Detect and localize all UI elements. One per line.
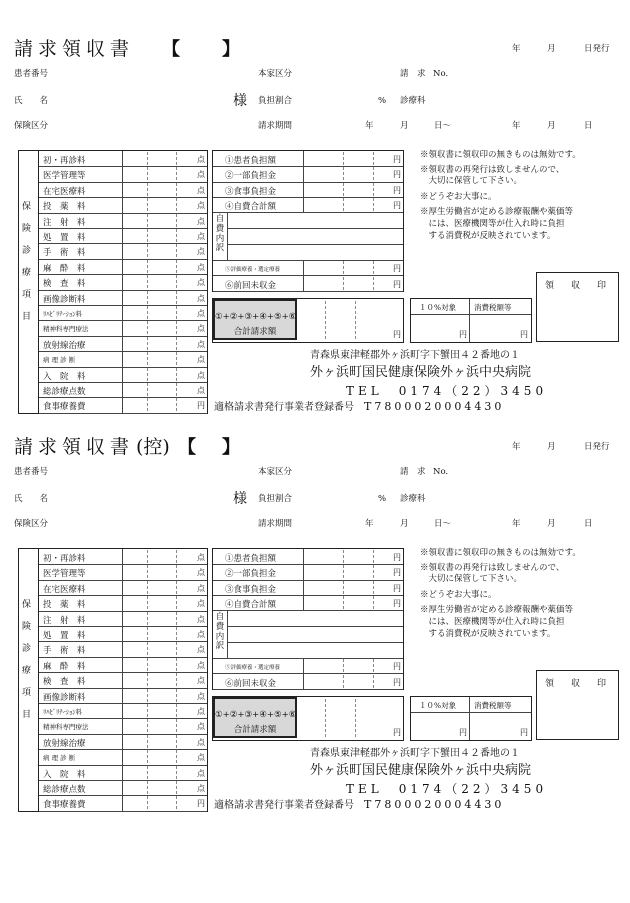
item-name: ﾘﾊﾋﾞﾘﾃｰｼｮﾝ料	[43, 708, 82, 716]
item-unit: 点	[197, 737, 205, 747]
period-year-1: 年	[365, 519, 374, 529]
seikyu-label: 請 求	[400, 69, 426, 79]
item-name: 入 院 料	[43, 371, 86, 382]
table-row	[39, 626, 207, 642]
billing-item-name: ①患者負担額	[225, 156, 277, 166]
billing-item-unit: 円	[393, 264, 401, 274]
table-row	[39, 274, 207, 290]
item-name: 病 理 診 断	[43, 356, 76, 365]
period-day-1: 日〜	[434, 519, 452, 529]
item-unit: 点	[197, 216, 205, 226]
receipt-form	[0, 398, 630, 818]
item-unit: 点	[197, 583, 205, 593]
item-name: 放射線治療	[43, 340, 86, 351]
consumption-tax-box	[410, 696, 532, 741]
issue-month-label: 月	[547, 442, 556, 452]
table-row	[213, 276, 403, 292]
table-row	[213, 260, 403, 276]
category-char: 目	[22, 312, 32, 322]
jihi-label: 自費内訳	[215, 214, 225, 254]
shinryo-label: 診療科	[400, 96, 426, 106]
patient-no-label: 患者番号	[14, 467, 49, 477]
item-unit: 点	[197, 278, 205, 288]
category-char: 療	[22, 666, 32, 676]
tax-amount-header: 消費税額等	[474, 701, 512, 710]
sama-label: 様	[233, 93, 247, 109]
item-unit: 点	[197, 185, 205, 195]
category-char: 療	[22, 268, 32, 278]
table-row	[213, 151, 403, 167]
notes-list	[420, 548, 620, 640]
billing-item-unit: 円	[393, 170, 401, 180]
sama-label: 様	[233, 491, 247, 507]
table-row	[39, 795, 207, 811]
table-row	[39, 213, 207, 229]
table-row	[39, 564, 207, 580]
total-formula: ①+②+③+④+⑤+⑥	[215, 710, 297, 720]
table-row	[39, 641, 207, 657]
registration-number	[214, 799, 504, 811]
period-year-2: 年	[512, 519, 521, 529]
table-row	[39, 765, 207, 781]
table-row	[39, 657, 207, 673]
category-char: 保	[22, 600, 32, 610]
tax-target-unit: 円	[459, 330, 467, 339]
table-row	[39, 382, 207, 398]
note-line: ※領収書の再発行は致しませんので、	[420, 562, 565, 573]
billing-item-unit: 円	[393, 583, 401, 593]
item-unit: 点	[197, 309, 205, 318]
note-line: には、医療機関等が仕入れ時に負担	[420, 616, 565, 627]
note-line: する消費税が反映されています。	[420, 628, 556, 639]
table-row	[39, 336, 207, 352]
item-name: 医学管理等	[43, 171, 86, 182]
category-char: 診	[22, 644, 32, 654]
jihi-breakdown	[213, 212, 403, 261]
item-name: 画像診断料	[43, 294, 86, 305]
table-row	[39, 182, 207, 198]
period-day-1: 日〜	[434, 121, 452, 131]
billing-item-name: ⑥前回未収金	[225, 280, 277, 291]
item-unit: 点	[197, 355, 205, 365]
note-line: には、医療機関等が仕入れ時に負担	[420, 218, 565, 229]
billing-item-name: ③食事負担金	[225, 186, 277, 197]
note-line: 大切に保管して下さい。	[420, 574, 523, 585]
honke-label: 本家区分	[258, 467, 293, 477]
table-row	[39, 351, 207, 367]
seikyu-no-label: No.	[433, 69, 449, 79]
bracket-open: 【	[162, 39, 180, 60]
table-row	[39, 290, 207, 306]
table-row	[39, 580, 207, 596]
table-row	[39, 718, 207, 734]
item-name: 麻 酔 料	[43, 263, 86, 274]
category-char: 険	[22, 224, 32, 234]
item-name: 在宅医療料	[43, 584, 86, 595]
item-unit: 点	[197, 247, 205, 257]
hospital-address: 青森県東津軽郡外ヶ浜町字下蟹田４２番地の１	[310, 748, 520, 759]
item-unit: 点	[197, 722, 205, 732]
note-line: ※どうぞお大事に。	[420, 589, 497, 600]
billing-item-name: ③食事負担金	[225, 584, 277, 595]
table-row	[39, 151, 207, 167]
name-label: 氏 名	[14, 494, 49, 504]
registration-label: 適格請求書発行事業者登録番号	[214, 402, 354, 413]
table-row	[39, 197, 207, 213]
hoken-label: 保険区分	[14, 519, 49, 529]
percent-label: %	[378, 96, 387, 106]
billing-table	[212, 150, 404, 292]
billing-item-unit: 円	[393, 662, 401, 672]
period-month-2: 月	[547, 519, 556, 529]
period-day-2: 日	[584, 519, 593, 529]
percent-label: %	[378, 494, 387, 504]
total-label: 合計請求額	[233, 327, 277, 337]
item-unit: 点	[197, 262, 205, 272]
registration-label: 適格請求書発行事業者登録番号	[214, 800, 354, 811]
table-row	[213, 658, 403, 674]
item-name: 入 院 料	[43, 769, 86, 780]
note-line: ※厚生労働省が定める診療報酬や薬価等	[420, 207, 574, 218]
tax-target-header: １０%対象	[419, 701, 457, 710]
billing-item-name: ⑤評価療養・選定療養	[225, 665, 281, 672]
receipt-stamp-label: 領 収 印	[544, 679, 610, 689]
table-row	[39, 549, 207, 565]
period-month-1: 月	[400, 519, 409, 529]
total-formula: ①+②+③+④+⑤+⑥	[215, 312, 297, 322]
item-unit: 点	[197, 553, 205, 562]
table-row	[39, 672, 207, 688]
category-char: 診	[22, 246, 32, 256]
item-name: 手 術 料	[43, 646, 86, 657]
tax-target-header: １０%対象	[419, 303, 457, 312]
hospital-name: 外ヶ浜町国民健康保険外ヶ浜中央病院	[310, 763, 532, 778]
period-month-1: 月	[400, 121, 409, 131]
note-line: ※領収書に領収印の無きものは無効です。	[420, 150, 581, 160]
table-row	[39, 688, 207, 704]
item-name: 処 置 料	[43, 631, 86, 641]
item-name: 投 薬 料	[43, 600, 86, 611]
item-name: 在宅医療料	[43, 186, 86, 197]
table-row	[213, 595, 403, 611]
item-unit: 点	[197, 691, 205, 701]
billing-item-unit: 円	[393, 185, 401, 195]
item-unit: 点	[197, 293, 205, 303]
table-row	[213, 182, 403, 198]
note-line: 大切に保管して下さい。	[420, 176, 523, 187]
table-row	[213, 564, 403, 580]
note-line: ※領収書に領収印の無きものは無効です。	[420, 548, 581, 558]
item-unit: 点	[197, 568, 205, 578]
total-label: 合計請求額	[233, 725, 277, 735]
table-row	[39, 228, 207, 244]
table-row	[39, 259, 207, 275]
total-unit: 円	[393, 330, 401, 339]
insurance-items-table	[18, 548, 208, 812]
billing-item-unit: 円	[393, 155, 401, 164]
item-unit: 点	[197, 660, 205, 670]
name-label: 氏 名	[14, 96, 49, 106]
consumption-tax-box	[410, 298, 532, 343]
jihi-breakdown	[213, 610, 403, 659]
item-name: 食事療養費	[43, 402, 86, 413]
tax-amount-unit: 円	[520, 330, 528, 339]
receipt-title: 請求領収書	[14, 38, 135, 60]
registration-value: T7800020004430	[364, 798, 505, 811]
item-name: ﾘﾊﾋﾞﾘﾃｰｼｮﾝ料	[43, 310, 82, 318]
item-unit: 点	[197, 170, 205, 180]
item-unit: 点	[197, 339, 205, 349]
item-unit: 点	[197, 155, 205, 164]
category-char: 保	[22, 202, 32, 212]
item-name: 総診療点数	[43, 387, 86, 397]
item-unit: 円	[197, 401, 205, 411]
item-name: 放射線治療	[43, 738, 86, 749]
item-unit: 点	[197, 201, 205, 211]
table-row	[39, 749, 207, 765]
item-name: 検 査 料	[43, 279, 86, 290]
period-label: 請求期間	[258, 519, 293, 529]
item-unit: 点	[197, 768, 205, 778]
issue-month-label: 月	[547, 44, 556, 54]
hospital-tel: TEL 0174（22）3450	[346, 782, 548, 796]
bracket-close: 】	[222, 39, 240, 60]
item-name: 総診療点数	[43, 785, 86, 795]
billing-item-name: ②一部負担金	[225, 569, 277, 580]
item-name: 医学管理等	[43, 569, 86, 580]
table-row	[39, 305, 207, 321]
table-row	[213, 674, 403, 690]
jihi-label: 自費内訳	[215, 612, 225, 652]
billing-item-unit: 円	[393, 598, 401, 608]
period-label: 請求期間	[258, 121, 293, 131]
table-row	[39, 703, 207, 719]
table-row	[39, 367, 207, 383]
note-line: ※厚生労働省が定める診療報酬や薬価等	[420, 605, 574, 616]
note-line: ※どうぞお大事に。	[420, 191, 497, 202]
total-billing-box	[212, 696, 404, 741]
total-unit: 円	[393, 728, 401, 737]
table-row	[213, 166, 403, 182]
item-name: 病 理 診 断	[43, 754, 76, 763]
item-name: 麻 酔 料	[43, 661, 86, 672]
billing-item-name: ①患者負担額	[225, 554, 277, 564]
seikyu-label: 請 求	[400, 467, 426, 477]
item-unit: 点	[197, 599, 205, 609]
item-name: 投 薬 料	[43, 202, 86, 213]
item-unit: 点	[197, 386, 205, 395]
issue-date-label: 日発行	[584, 44, 610, 54]
futan-label: 負担割合	[258, 494, 293, 504]
item-name: 注 射 料	[43, 615, 86, 626]
registration-value: T7800020004430	[364, 400, 505, 413]
receipt-stamp-box	[536, 272, 619, 342]
item-unit: 点	[197, 676, 205, 686]
item-unit: 点	[197, 645, 205, 655]
issue-date-label: 日発行	[584, 442, 610, 452]
bracket-open: 【	[178, 437, 196, 458]
billing-item-unit: 円	[393, 200, 401, 210]
item-unit: 点	[197, 707, 205, 716]
insurance-category-column	[19, 549, 39, 811]
table-row	[39, 243, 207, 259]
billing-item-unit: 円	[393, 553, 401, 562]
table-row	[213, 580, 403, 596]
table-row	[39, 780, 207, 796]
hospital-name: 外ヶ浜町国民健康保険外ヶ浜中央病院	[310, 365, 532, 380]
item-name: 処 置 料	[43, 233, 86, 243]
table-row	[39, 320, 207, 336]
bracket-close: 】	[222, 437, 240, 458]
item-name: 初・再診料	[43, 554, 86, 564]
note-line: する消費税が反映されています。	[420, 230, 556, 241]
billing-item-name: ④自費合計額	[225, 201, 277, 212]
item-unit: 点	[197, 232, 205, 241]
item-name: 検 査 料	[43, 677, 86, 688]
period-year-1: 年	[365, 121, 374, 131]
hospital-address: 青森県東津軽郡外ヶ浜町字下蟹田４２番地の１	[310, 350, 520, 361]
receipt-stamp-label: 領 収 印	[544, 281, 610, 291]
receipt-title: 請求領収書 (控)	[14, 436, 170, 458]
total-label-box	[213, 299, 297, 340]
hoken-label: 保険区分	[14, 121, 49, 131]
patient-no-label: 患者番号	[14, 69, 49, 79]
billing-item-name: ⑥前回未収金	[225, 678, 277, 689]
table-row	[39, 595, 207, 611]
billing-item-unit: 円	[393, 568, 401, 578]
billing-item-unit: 円	[393, 677, 401, 687]
item-unit: 点	[197, 614, 205, 624]
total-label-box	[213, 697, 297, 738]
insurance-category-column	[19, 151, 39, 413]
category-char: 項	[22, 290, 32, 300]
item-unit: 円	[197, 799, 205, 809]
item-unit: 点	[197, 784, 205, 793]
item-name: 食事療養費	[43, 800, 86, 811]
hospital-tel: TEL 0174（22）3450	[346, 384, 548, 398]
category-char: 険	[22, 622, 32, 632]
notes-list	[420, 150, 620, 242]
billing-item-unit: 円	[393, 279, 401, 289]
total-billing-box	[212, 298, 404, 343]
category-char: 目	[22, 710, 32, 720]
period-month-2: 月	[547, 121, 556, 131]
insurance-items-table	[18, 150, 208, 414]
item-unit: 点	[197, 630, 205, 639]
tax-amount-header: 消費税額等	[474, 303, 512, 312]
futan-label: 負担割合	[258, 96, 293, 106]
item-name: 初・再診料	[43, 156, 86, 166]
table-row	[39, 166, 207, 182]
table-row	[213, 197, 403, 213]
billing-item-name: ⑤評価療養・選定療養	[225, 267, 281, 274]
item-unit: 点	[197, 753, 205, 763]
receipt-stamp-box	[536, 670, 619, 740]
receipt-form	[0, 0, 630, 420]
item-name: 注 射 料	[43, 217, 86, 228]
tax-target-unit: 円	[459, 728, 467, 737]
item-name: 精神科専門療法	[43, 723, 89, 732]
item-unit: 点	[197, 370, 205, 380]
note-line: ※領収書の再発行は致しませんので、	[420, 164, 565, 175]
category-char: 項	[22, 688, 32, 698]
billing-item-name: ④自費合計額	[225, 599, 277, 610]
item-name: 画像診断料	[43, 692, 86, 703]
shinryo-label: 診療科	[400, 494, 426, 504]
tax-amount-unit: 円	[520, 728, 528, 737]
item-unit: 点	[197, 324, 205, 334]
issue-year-label: 年	[512, 44, 521, 54]
item-name: 精神科専門療法	[43, 325, 89, 334]
period-day-2: 日	[584, 121, 593, 131]
billing-item-name: ②一部負担金	[225, 171, 277, 182]
table-row	[39, 734, 207, 750]
table-row	[213, 549, 403, 565]
table-row	[39, 611, 207, 627]
item-name: 手 術 料	[43, 248, 86, 259]
seikyu-no-label: No.	[433, 467, 449, 477]
issue-year-label: 年	[512, 442, 521, 452]
honke-label: 本家区分	[258, 69, 293, 79]
billing-table	[212, 548, 404, 690]
period-year-2: 年	[512, 121, 521, 131]
